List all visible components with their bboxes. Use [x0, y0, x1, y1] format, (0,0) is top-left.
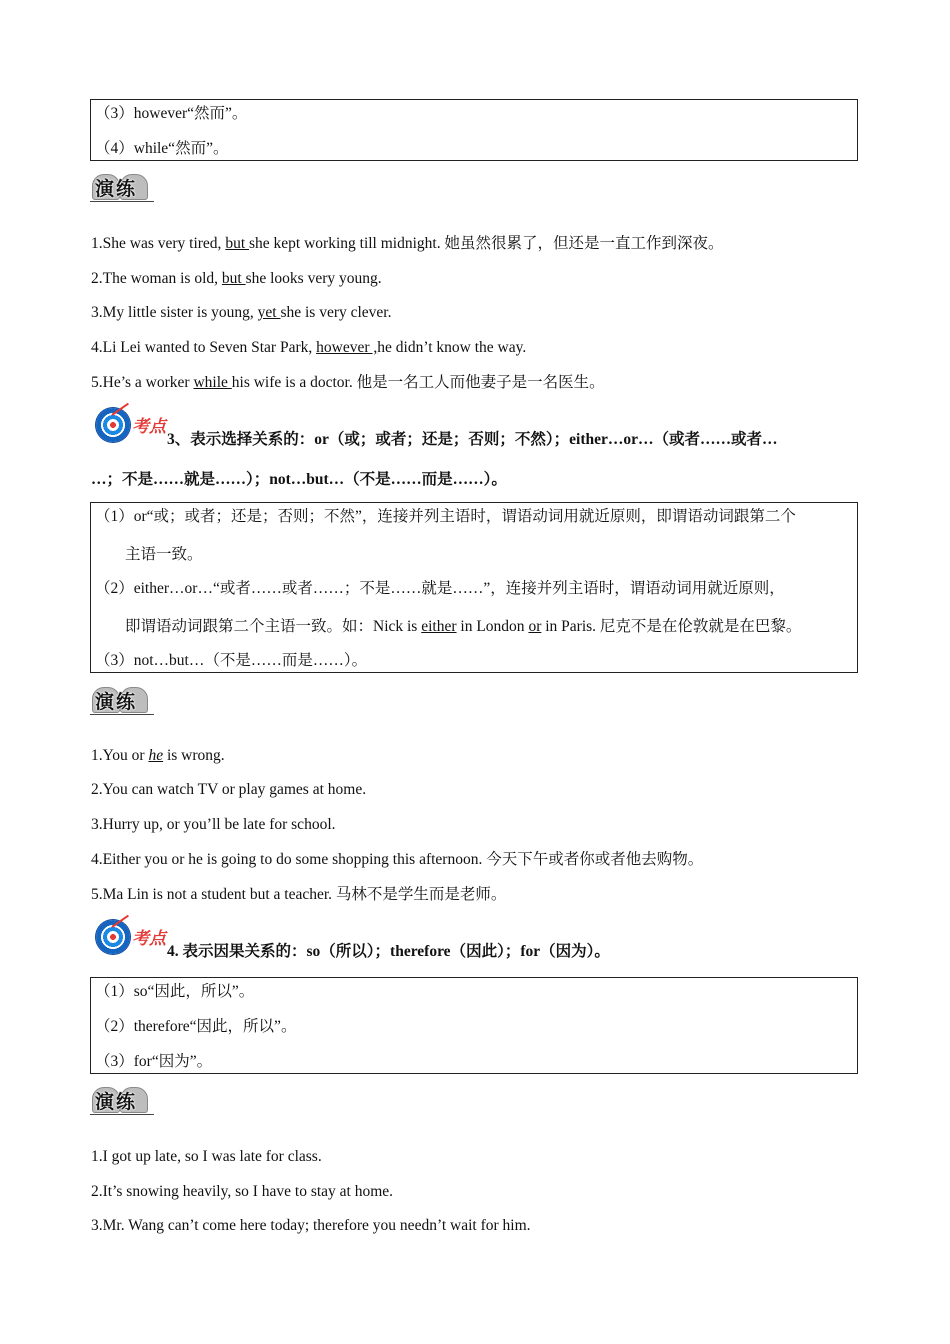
underlined-word: or [528, 618, 542, 635]
section4-heading: 4. 表示因果关系的：so（所以）；therefore（因此）；for（因为）。 [167, 943, 610, 960]
drill1-item: 1.She was very tired, but she kept working till midnight. 她虽然很累了，但还是一直工作到深夜。 [91, 235, 724, 252]
kaodian-badge [96, 408, 168, 448]
answer-blank: but [225, 235, 249, 252]
drill-badge [90, 1084, 154, 1115]
drill1-item: 5.He’s a worker while his wife is a doctor. 他是一名工人而他妻子是一名医生。 [91, 374, 605, 391]
answer-blank: he [148, 747, 164, 764]
note-box-however-while [90, 99, 858, 161]
section3-heading-line2: …；不是……就是……）；not…but…（不是……而是……）。 [91, 471, 507, 488]
drill2-item: 5.Ma Lin is not a student but a teacher. 马林不是学生而是老师。 [91, 886, 507, 903]
drill-badge-label: 演练 [95, 1091, 138, 1113]
answer-blank: while [193, 374, 232, 391]
drill1-item: 2.The woman is old, but she looks very young. [91, 270, 382, 287]
drill-badge-label: 演练 [95, 178, 138, 200]
drill2-item: 1.You or he is wrong. [91, 747, 225, 764]
kaodian-badge-label: 考点 [132, 929, 166, 949]
answer-blank: yet [257, 304, 281, 321]
box-row: （1）so“因此，所以”。 [95, 983, 255, 1000]
box-row: 主语一致。 [125, 546, 203, 563]
drill2-item: 4.Either you or he is going to do some shopping this afternoon. 今天下午或者你或者他去购物。 [91, 851, 704, 868]
kaodian-badge [96, 920, 168, 960]
box-row: 即谓语动词跟第二个主语一致。如：Nick is either in London or in Paris. 尼克不是在伦敦就是在巴黎。 [125, 618, 802, 635]
note-box-or-either [90, 502, 858, 673]
box-row: （3）for“因为”。 [95, 1053, 213, 1070]
drill3-item: 3.Mr. Wang can’t come here today; therefore you needn’t wait for him. [91, 1217, 531, 1234]
section3-heading-line1: 3、表示选择关系的：or（或；或者；还是；否则；不然）；either…or…（或者……或者… [167, 431, 778, 448]
box-row: （2）therefore“因此，所以”。 [95, 1018, 297, 1035]
drill-badge [90, 684, 154, 715]
answer-blank: but [221, 270, 246, 287]
box-row: （3）not…but…（不是……而是……）。 [95, 652, 368, 669]
drill3-item: 2.It’s snowing heavily, so I have to stay at home. [91, 1183, 394, 1200]
drill2-item: 2.You can watch TV or play games at home. [91, 781, 367, 798]
drill1-item: 3.My little sister is young, yet she is very clever. [91, 304, 392, 321]
answer-blank: however , [316, 339, 378, 356]
drill3-item: 1.I got up late, so I was late for class. [91, 1148, 322, 1165]
box-row: （3）however“然而”。 [95, 105, 248, 122]
drill-badge-label: 演练 [95, 691, 138, 713]
kaodian-badge-label: 考点 [132, 417, 166, 437]
drill-badge [90, 171, 154, 202]
note-box-so-therefore-for [90, 977, 858, 1074]
underlined-word: either [421, 618, 457, 635]
drill1-item: 4.Li Lei wanted to Seven Star Park, however ,he didn’t know the way. [91, 339, 527, 356]
box-row: （1）or“或；或者；还是；否则；不然”，连接并列主语时，谓语动词用就近原则，即谓语动词跟第二个 [95, 508, 796, 525]
box-row: （2）either…or…“或者……或者……；不是……就是……”，连接并列主语时，谓语动词用就近原则， [95, 580, 785, 597]
drill2-item: 3.Hurry up, or you’ll be late for school. [91, 816, 336, 833]
box-row: （4）while“然而”。 [95, 140, 229, 157]
